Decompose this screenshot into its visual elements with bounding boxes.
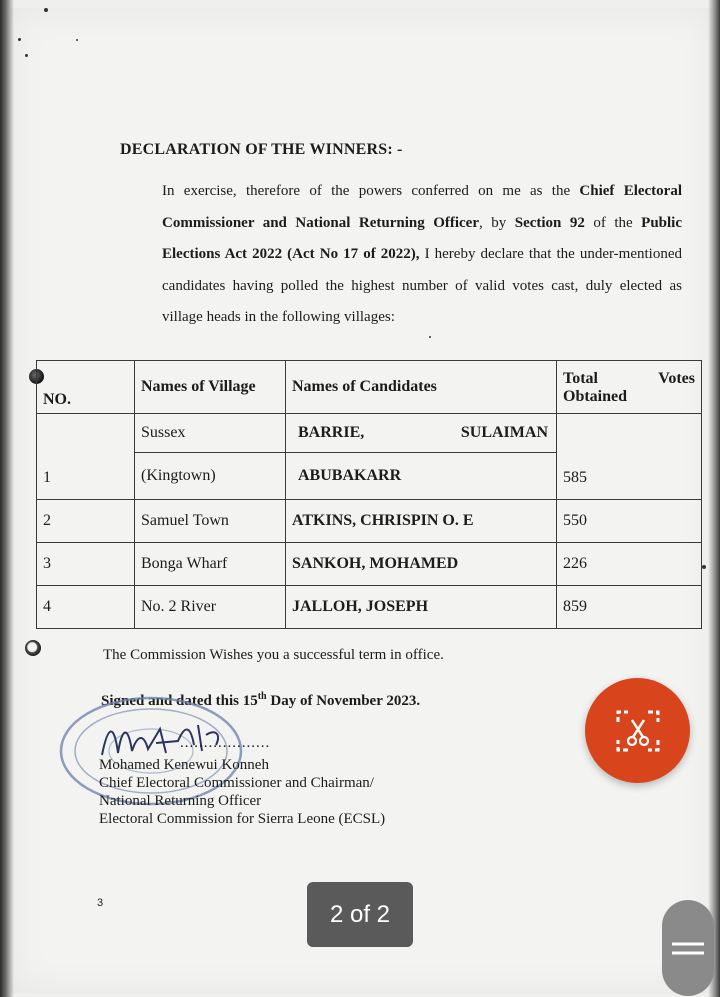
paragraph-bold-role: Chief Electoral Commissioner and National Returning Officer — [162, 183, 682, 231]
paragraph-text: of the — [584, 214, 642, 231]
cell-no: 4 — [37, 586, 135, 629]
cell-votes: 859 — [557, 586, 702, 629]
cell-candidate: ATKINS, CHRISPIN O. E — [286, 500, 557, 543]
cell-village: No. 2 River — [135, 586, 286, 629]
cell-votes: 226 — [557, 543, 702, 586]
candidate-firstname: SULAIMAN — [460, 424, 548, 441]
declaration-paragraph — [162, 176, 682, 334]
cell-candidate — [286, 414, 557, 453]
cell-village: Bonga Wharf — [135, 543, 286, 586]
candidate-surname: BARRIE, — [298, 424, 365, 441]
paragraph-bold-section: Section 92 — [514, 214, 585, 231]
table-row — [37, 500, 702, 543]
signed-sup: th — [257, 691, 267, 702]
page-number: 3 — [97, 897, 104, 909]
cell-candidate: SANKOH, MOHAMED — [286, 543, 557, 586]
cell-no: 1 — [37, 414, 135, 500]
cell-votes: 585 — [557, 414, 702, 500]
table-row — [37, 586, 702, 629]
results-table — [36, 360, 702, 629]
screenshot-button[interactable] — [585, 678, 690, 783]
cell-no: 2 — [37, 500, 135, 543]
signatory-organization: Electoral Commission for Sierra Leone (ECSL) — [99, 811, 386, 827]
closing-line: The Commission Wishes you a successful term in office. — [103, 647, 444, 663]
table-row — [37, 543, 702, 586]
paragraph-bold-act: Public Elections Act 2022 (Act No 17 of 2022), — [162, 214, 683, 262]
page-edge-left — [0, 0, 14, 997]
page-indicator: 2 of 2 — [307, 882, 413, 947]
header-votes — [557, 361, 702, 414]
signatory-name: Mohamed Kenewui Konneh — [99, 757, 269, 773]
header-votes-total: Total — [563, 370, 598, 387]
signature-line: ................... — [180, 735, 271, 751]
punch-hole-bottom — [25, 640, 41, 656]
signatory-title: Chief Electoral Commissioner and Chairman/ — [99, 775, 374, 791]
declaration-heading: DECLARATION OF THE WINNERS: - — [120, 141, 403, 158]
header-candidates: Names of Candidates — [286, 361, 557, 414]
signed-suffix: Day of November 2023. — [266, 693, 421, 709]
signed-prefix: Signed and dated this 15 — [101, 693, 258, 709]
cell-votes: 550 — [557, 500, 702, 543]
signatory-title-2: National Returning Officer — [99, 793, 262, 809]
cell-candidate: JALLOH, JOSEPH — [286, 586, 557, 629]
scroll-handle[interactable] — [662, 900, 714, 996]
header-votes-word: Votes — [658, 370, 695, 387]
header-village: Names of Village — [135, 361, 286, 414]
screenshot-scissors-icon — [614, 708, 662, 754]
cell-village: Sussex — [135, 414, 286, 453]
paragraph-text: I hereby declare that the under-mentioned candidates having polled the highest number of valid votes cast, duly elected as village heads in the following villages: — [162, 246, 682, 325]
table-row — [37, 414, 702, 453]
paragraph-text: , by — [479, 214, 515, 231]
signatory-block — [99, 756, 385, 828]
header-no: NO. — [37, 361, 135, 414]
header-votes-obtained: Obtained — [563, 388, 628, 405]
paragraph-text: In exercise, therefore of the powers conferred on me as the — [162, 183, 580, 199]
cell-village-cont: (Kingtown) — [135, 453, 286, 500]
page-edge-right — [708, 0, 720, 997]
scroll-handle-icon — [670, 936, 706, 960]
cell-no: 3 — [37, 543, 135, 586]
cell-candidate-cont: ABUBAKARR — [286, 453, 557, 500]
cell-village: Samuel Town — [135, 500, 286, 543]
